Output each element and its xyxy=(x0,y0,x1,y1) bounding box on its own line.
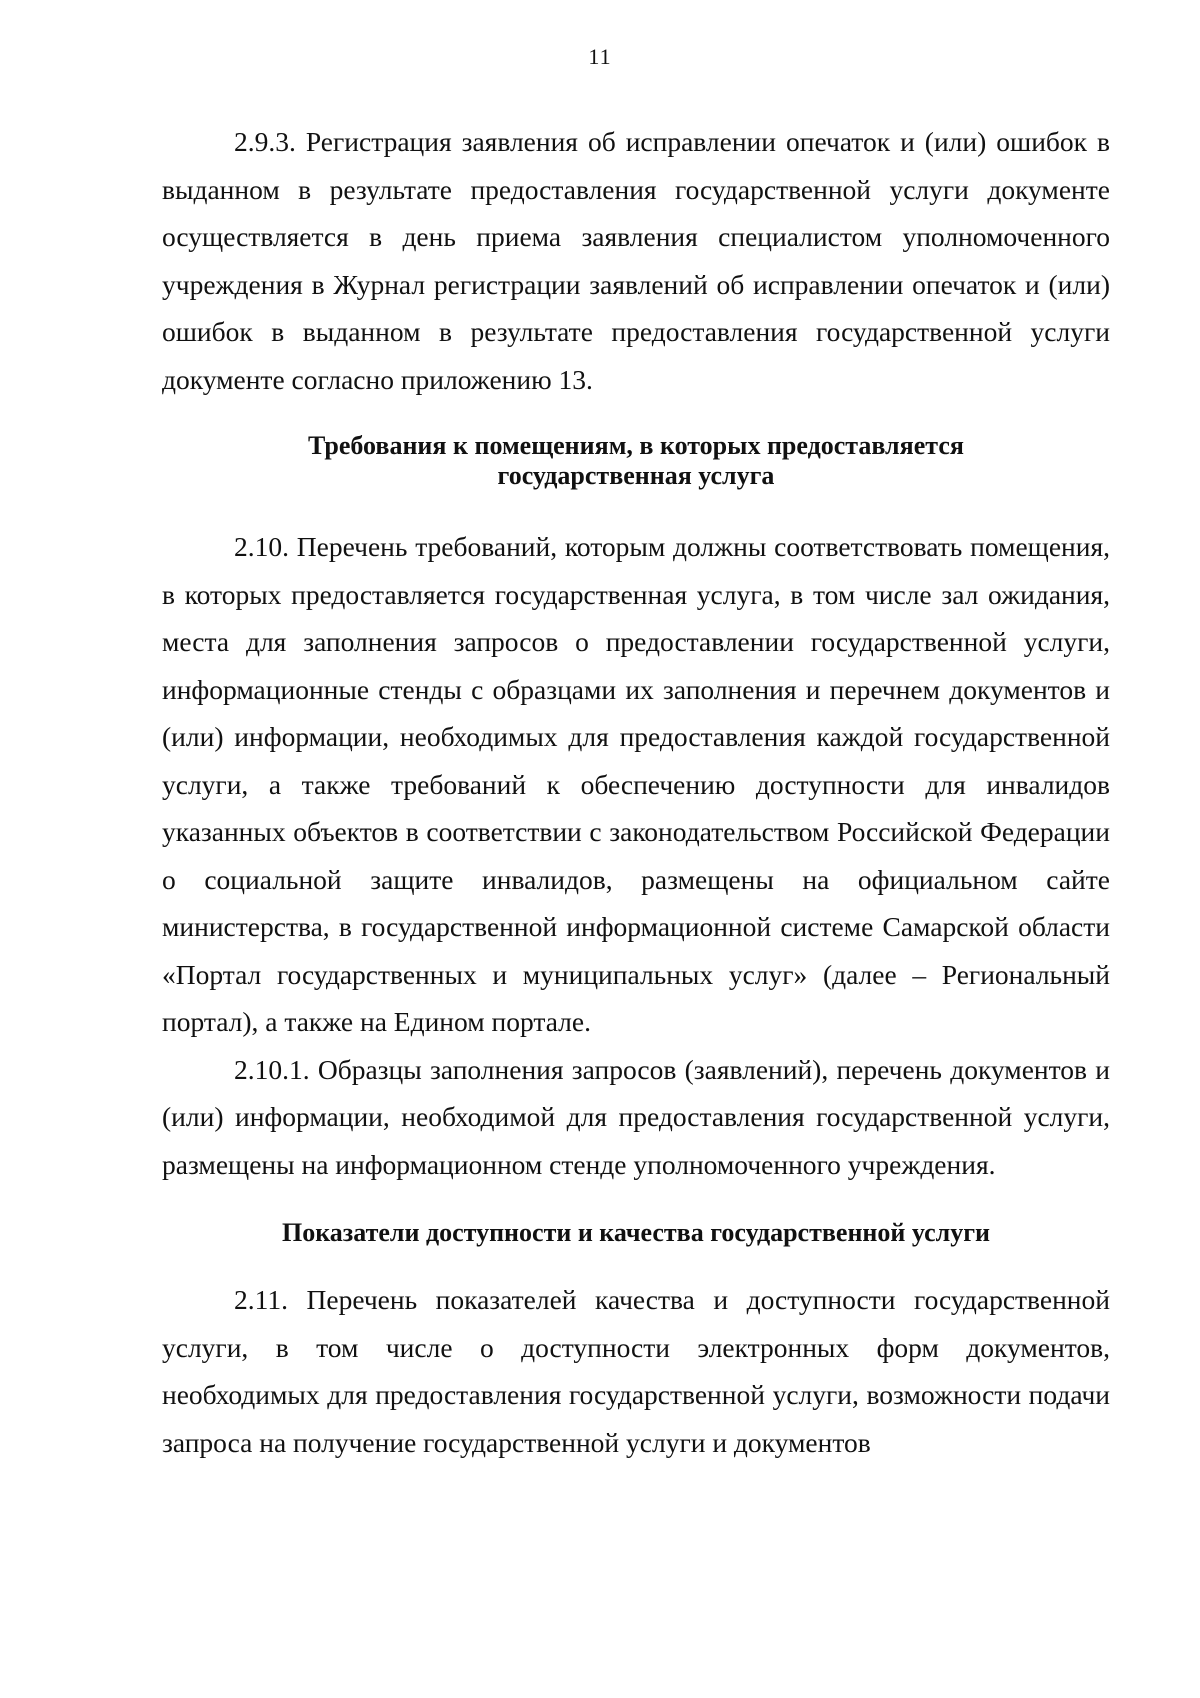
section-heading-accessibility-indicators: Показатели доступности и качества государственной услуги xyxy=(281,1218,991,1247)
paragraph-2-10: 2.10. Перечень требований, которым должны соответствовать помещения, в которых предоставляется государственная услуга, в том числе зал ожидания, места для заполнения запросов о предоставлении государственной услуги, информационные стенды с образцами их заполнения и перечнем документов и (или) информации, необходимых для предоставления каждой государственной услуги, а также требований к обеспечению доступности для инвалидов указанных объектов в соответствии с законодательством Российской Федерации о социальной защите инвалидов, размещены на официальном сайте министерства, в государственной информационной системе Самарской области «Портал государственных и муниципальных услуг» (далее – Региональный портал), а также на Едином портале. xyxy=(162,531,1110,1037)
heading-line: Требования к помещениям, в которых предоставляется xyxy=(308,431,964,460)
section-heading-premises-requirements xyxy=(162,431,1110,491)
paragraph-2-10-1: 2.10.1. Образцы заполнения запросов (заявлений), перечень документов и (или) информации, необходимой для предоставления государственной услуги, размещены на информационном стенде уполномоченного учреждения. xyxy=(162,1053,1110,1180)
heading-line: государственная услуга xyxy=(497,461,775,490)
document-body xyxy=(162,118,1110,1466)
paragraph-2-11: 2.11. Перечень показателей качества и доступности государственной услуги, в том числе о доступности электронных форм документов, необходимых для предоставления государственной услуги, возможности подачи запроса на получение государственной услуги и документов xyxy=(162,1284,1110,1458)
paragraph-2-9-3: 2.9.3. Регистрация заявления об исправлении опечаток и (или) ошибок в выданном в результате предоставления государственной услуги документе осуществляется в день приема заявления специалистом уполномоченного учреждения в Журнал регистрации заявлений об исправлении опечаток и (или) ошибок в выданном в результате предоставления государственной услуги документе согласно приложению 13. xyxy=(162,126,1110,395)
page-number: 11 xyxy=(588,44,612,69)
